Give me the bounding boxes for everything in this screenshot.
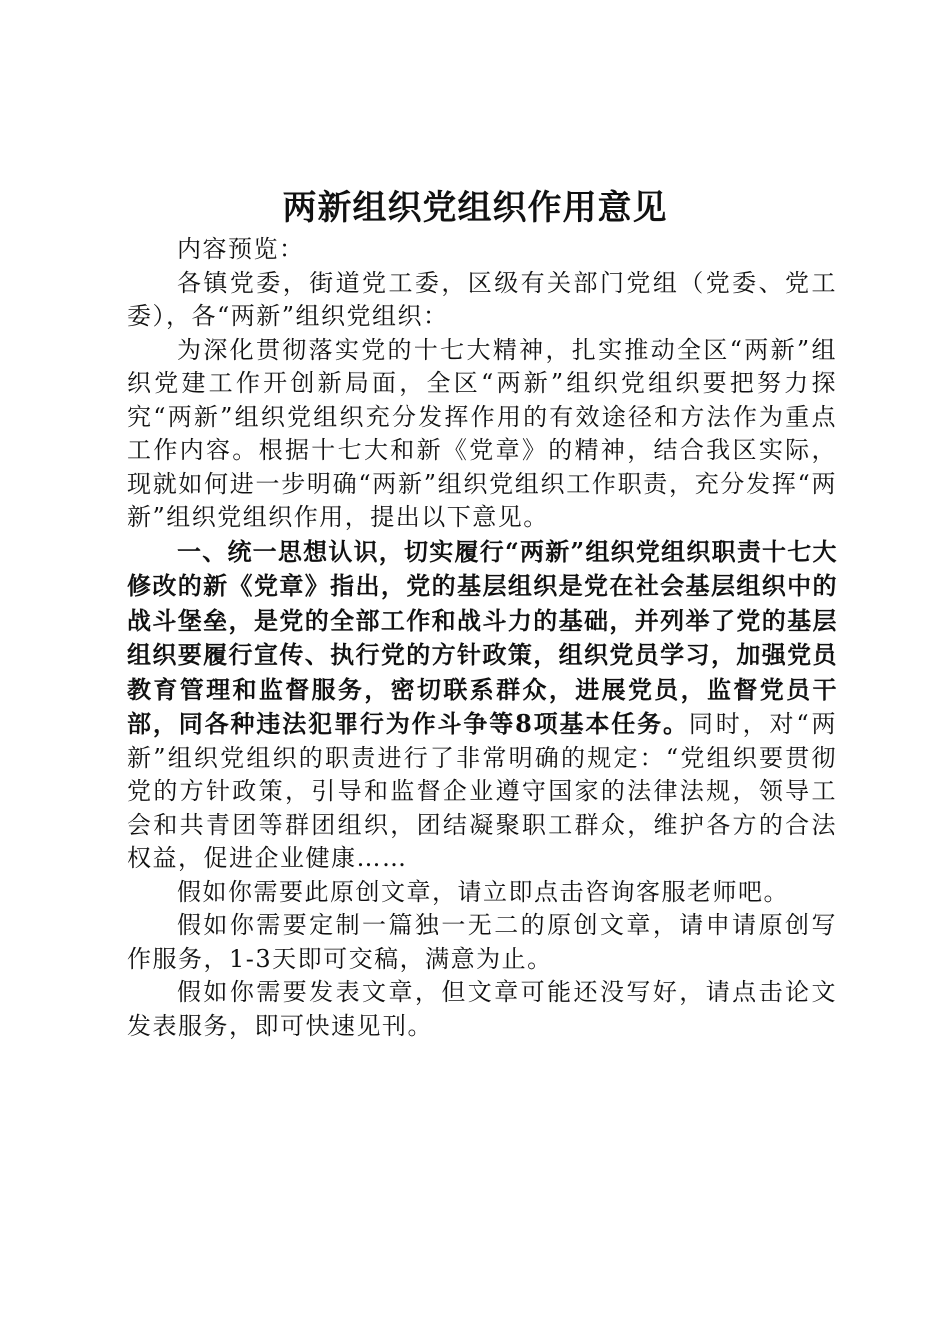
closing-paragraph-publish: 假如你需要发表文章，但文章可能还没写好，请点击论文发表服务，即可快速见刊。 (127, 978, 837, 1040)
preview-label: 内容预览： (177, 235, 305, 263)
document-title: 两新组织党组织作用意见 (282, 188, 668, 228)
salutation-paragraph: 各镇党委，街道党工委，区级有关部门党组（党委、党工委），各“两新”组织党组织： (127, 268, 837, 330)
section-one-heading-text: 一、统一思想认识，切实履行“两新”组织党组织职责十七大修改的新《党章》指出，党的基层组织是党在社会基层组织中的战斗堡垒，是党的全部工作和战斗力的基础，并列举了党的基层组织要履行宣传、执行党的方针政策，组织党员学习，加强党员教育管理和监督服务，密切联系群众，进展党员，监督党员干部，同各种违法犯罪行为作斗争等8项基本任务。 (127, 536, 837, 738)
section-one-body-text: 同时，对“两新”组织党组织的职责进行了非常明确的规定：“党组织要贯彻党的方针政策，引导和监督企业遵守国家的法律法规，领导工会和共青团等群团组织，团结凝聚职工群众，维护各方的合法权益，促进企业健康…… (127, 710, 837, 872)
closing-paragraph-custom: 假如你需要定制一篇独一无二的原创文章，请申请原创写作服务，1-3天即可交稿，满意为止。 (127, 911, 837, 973)
document-body (127, 233, 837, 1043)
closing-paragraph-consult: 假如你需要此原创文章，请立即点击咨询客服老师吧。 (177, 877, 789, 906)
intro-paragraph: 为深化贯彻落实党的十七大精神，扎实推动全区“两新”组织党建工作开创新局面，全区“两新”组织党组织要把努力探究“两新”组织党组织充分发挥作用的有效途径和方法作为重点工作内容。根据十七大和新《党章》的精神，结合我区实际，现就如何进一步明确“两新”组织党组织工作职责，充分发挥“两新”组织党组织作用，提出以下意见。 (127, 335, 837, 531)
section-one-paragraph (127, 535, 837, 876)
